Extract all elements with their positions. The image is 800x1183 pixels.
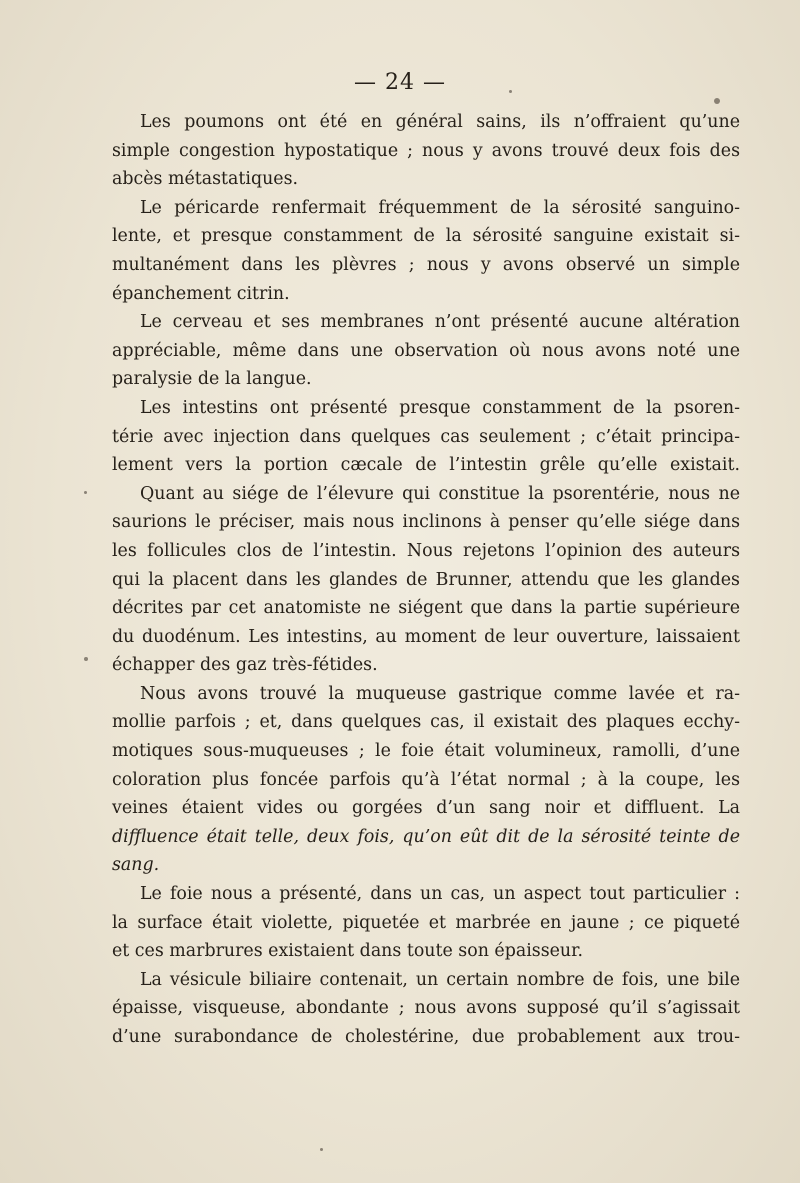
ink-speck (320, 1148, 323, 1151)
text-line: Le cerveau et ses membranes n’ont présenté aucune altération (140, 312, 740, 333)
body-text (112, 108, 740, 1052)
text-line: échapper des gaz très-fétides. (112, 655, 378, 676)
text-line: térie avec injection dans quelques cas seulement ; c’était principa- (112, 426, 740, 447)
page-number: — 24 — (354, 70, 446, 95)
text-line: et ces marbrures existaient dans toute son épaisseur. (112, 941, 584, 962)
text-line: saurions le préciser, mais nous inclinons à penser qu’elle siége dans (112, 512, 740, 533)
text-line: simple congestion hypostatique ; nous y avons trouvé deux fois des (112, 140, 740, 161)
text-line: Quant au siége de l’élevure qui constitue la psorentérie, nous ne (140, 483, 740, 504)
text-line: La vésicule biliaire contenait, un certain nombre de fois, une bile (140, 969, 740, 990)
text-line: diffluence était telle, deux fois, qu’on eût dit de la sérosité teinte de (112, 826, 740, 847)
text-line: Les intestins ont présenté presque constamment de la psoren- (140, 397, 740, 418)
text-line: veines étaient vides ou gorgées d’un sang noir et diffluent. La (112, 798, 740, 819)
text-line: la surface était violette, piquetée et marbrée en jaune ; ce piqueté (112, 912, 740, 933)
text-line: abcès métastatiques. (112, 169, 299, 190)
text-line: Les poumons ont été en général sains, ils n’offraient qu’une (140, 112, 740, 132)
ink-speck (84, 491, 87, 494)
text-line: multanément dans les plèvres ; nous y avons observé un simple (112, 254, 740, 275)
text-line: coloration plus foncée parfois qu’à l’état normal ; à la coupe, les (112, 769, 740, 790)
text-line: du duodénum. Les intestins, au moment de leur ouverture, laissaient (112, 626, 740, 647)
text-line: appréciable, même dans une observation où nous avons noté une (112, 340, 740, 361)
text-line: Le foie nous a présenté, dans un cas, un aspect tout particulier : (140, 884, 740, 905)
text-line: lente, et presque constamment de la sérosité sanguine existait si- (112, 226, 740, 247)
text-line: d’une surabondance de cholestérine, due probablement aux trou- (112, 1027, 740, 1047)
ink-speck (714, 98, 720, 104)
ink-speck (84, 657, 88, 661)
text-line: sang. (112, 855, 160, 876)
text-line: paralysie de la langue. (112, 369, 312, 390)
ink-speck (509, 90, 512, 93)
text-line: les follicules clos de l’intestin. Nous rejetons l’opinion des auteurs (112, 540, 740, 561)
text-line: Nous avons trouvé la muqueuse gastrique comme lavée et ra- (140, 683, 740, 704)
text-line: motiques sous-muqueuses ; le foie était volumineux, ramolli, d’une (112, 741, 740, 762)
text-line: mollie parfois ; et, dans quelques cas, il existait des plaques ecchy- (112, 712, 740, 733)
text-line: décrites par cet anatomiste ne siégent que dans la partie supérieure (112, 598, 740, 619)
text-line: lement vers la portion cæcale de l’intestin grêle qu’elle existait. (112, 455, 740, 476)
text-line: épaisse, visqueuse, abondante ; nous avons supposé qu’il s’agissait (112, 998, 740, 1019)
text-line: qui la placent dans les glandes de Brunner, attendu que les glandes (112, 569, 740, 590)
text-line: Le péricarde renfermait fréquemment de la sérosité sanguino- (140, 197, 740, 218)
text-line: épanchement citrin. (112, 283, 290, 304)
